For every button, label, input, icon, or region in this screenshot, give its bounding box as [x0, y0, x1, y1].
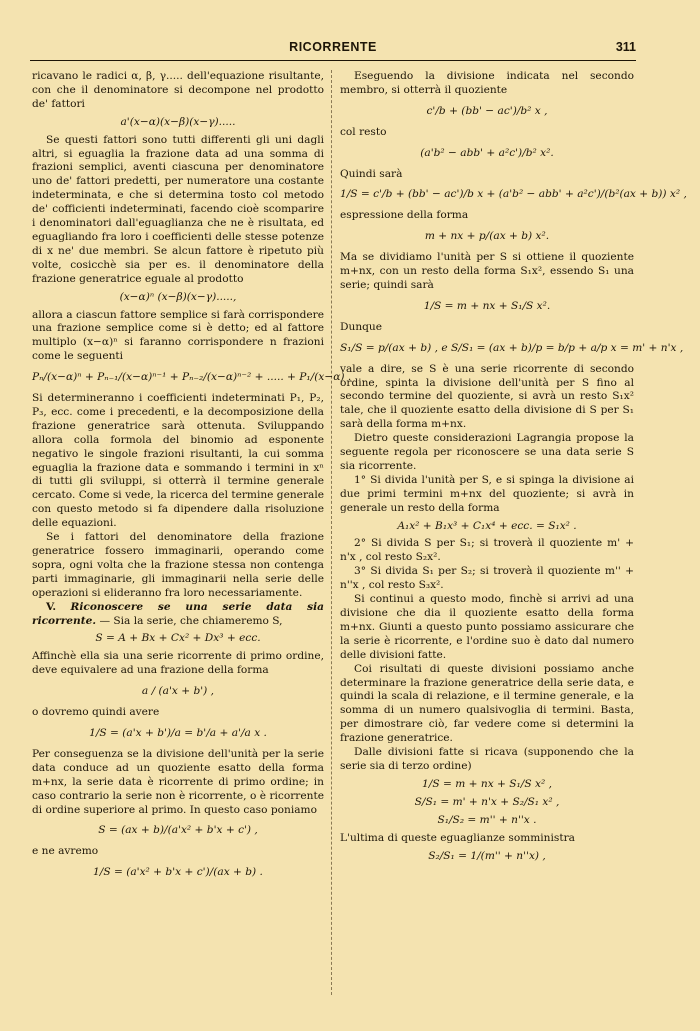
equation: a'(x−α)(x−β)(x−γ)..... [120, 115, 236, 128]
paragraph: Per conseguenza se la divisione dell'unità per la serie data conduce ad un quoziente esatto della forma m+nx, la serie data è ricorrente di primo ordine; in caso contrario la serie non è ricorrente, o è ricorrente di ordine superiore al primo. In questo caso poniamo [32, 747, 324, 816]
paragraph: e ne avremo [32, 845, 99, 858]
equation: 1/S = m + nx + S₁/S x² , [422, 777, 552, 790]
paragraph: o dovremo quindi avere [32, 706, 160, 719]
paragraph: espressione della forma [340, 209, 469, 222]
equation: S₂/S₁ = 1/(m'' + n''x) , [428, 849, 546, 862]
left-column [32, 70, 352, 1000]
paragraph: Ma se dividiamo l'unità per S si ottiene il quoziente m+nx, con un resto della forma S₁x², essendo S₁ una serie; quindi sarà [340, 251, 634, 291]
paragraph: allora a ciascun fattore semplice si farà corrispondere una frazione semplice come si è detto; ed al fattore multiplo (x−α)ⁿ si faranno corrispondere n frazioni come le seguenti [32, 308, 324, 363]
equation: A₁x² + B₁x³ + C₁x⁴ + ecc. = S₁x² . [397, 519, 577, 532]
equation: S₁/S = p/(ax + b) , e S/S₁ = (ax + b)/p = b/p + a/p x = m' + n'x , [340, 341, 684, 354]
paragraph: L'ultima di queste eguaglianze somministra [340, 831, 575, 844]
paragraph: Coi risultati di queste divisioni possiamo anche determinare la frazione generatrice della serie data, e quindi la scala di relazione, e il termine generale, e la somma di un numero qualsivoglia di termini. Basta, per dimostrare ciò, far vedere come si determini la frazione generatrice. [340, 662, 634, 745]
equation: (a'b² − abb' + a²c')/b² x². [420, 146, 554, 159]
paragraph: Dunque [340, 320, 383, 333]
equation: Pₙ/(x−α)ⁿ + Pₙ₋₁/(x−α)ⁿ⁻¹ + Pₙ₋₂/(x−α)ⁿ⁻² + ..... + P₁/(x−α) . [32, 371, 352, 384]
paragraph: Dietro queste considerazioni Lagrangia propose la seguente regola per riconoscere se una data serie S sia ricorrente. [340, 432, 634, 472]
paragraph: Eseguendo la divisione indicata nel secondo membro, si otterrà il quoziente [340, 70, 634, 96]
paragraph: 2° Si divida S per S₁; si troverà il quoziente m' + n'x , col resto S₂x². [340, 537, 634, 564]
paragraph: Se i fattori del denominatore della frazione generatrice fossero immaginarii, operando come sopra, ogni volta che la frazione stessa non contenga parti immaginarie, gli immaginarii nella serie delle operazioni si elideranno fra loro necessariamente. [32, 531, 324, 599]
paragraph: Dalle divisioni fatte si ricava (supponendo che la serie sia di terzo ordine) [340, 746, 634, 772]
equation: S₁/S₂ = m'' + n''x . [437, 813, 537, 826]
equation: 1/S = m + nx + S₁/S x². [423, 299, 551, 312]
equation: 1/S = (a'x + b')/a = b'/a + a'/a x . [89, 726, 267, 739]
paragraph: 1° Si divida l'unità per S, e si spinga la divisione ai due primi termini m+nx del quoziente; si avrà in generale un resto della forma [340, 473, 634, 514]
equation: S/S₁ = m' + n'x + S₂/S₁ x² , [414, 795, 560, 808]
paragraph: Si continui a questo modo, finchè si arrivi ad una divisione che dia il quoziente esatto della forma m+nx. Giunti a questo punto possiamo assicurare che la serie è ricorrente, e l'ordine suo è dato dal numero delle divisioni fatte. [340, 593, 634, 661]
equation: c'/b + (bb' − ac')/b² x , [426, 104, 548, 117]
section-heading [32, 601, 324, 629]
section-title: Riconoscere se una serie data sia ricorrente. [32, 600, 325, 627]
paragraph: vale a dire, se S è una serie ricorrente di secondo ordine, spinta la divisione dell'unità per S fino al secondo termine del quoziente, si avrà un resto S₁x² tale, che il quoziente esatto della divisione di S per S₁ sarà della forma m+nx. [340, 362, 634, 431]
paragraph: Si determineranno i coefficienti indeterminati P₁, P₂, P₃, ecc. come i precedenti, e la decomposizione della frazione generatrice sarà ottenuta. Sviluppando allora colla formola del binomio ad esponente negativo le singole frazioni risultanti, la cui somma eguaglia la frazione data e sommando i termini in xⁿ di tutti gli sviluppi, si otterrà il termine generale cercato. Come si vede, la ricerca del termine generale con questo metodo si fa dipendere dalla risoluzione delle equazioni. [32, 392, 324, 530]
equation: a / (a'x + b') , [141, 685, 215, 698]
right-column [340, 70, 687, 1000]
paragraph: Quindi sarà [340, 167, 403, 180]
page-number: 311 [615, 40, 636, 54]
paragraph: 3° Si divida S₁ per S₂; si troverà il quoziente m'' + n''x , col resto S₃x². [340, 565, 634, 592]
paragraph: Se questi fattori sono tutti differenti gli uni dagli altri, si eguaglia la frazione data ad una somma di frazioni semplici, aventi ciascuna per denominatore uno de' fattori predetti, per numeratore una costante indeterminata, e che si determina tosto col metodo de' cofficienti indeterminati, facendo cioè scomparire i denominatori dall'eguaglianza che ne è risultata, ed eguagliando fra loro i coefficienti delle stesse potenze di x ne' due membri. Se alcun fattore è ripetuto più volte, cosicchè sia per es. il denominatore della frazione generatrice eguale al prodotto [32, 133, 324, 285]
equation: S = A + Bx + Cx² + Dx³ + ecc. [95, 632, 261, 645]
header-title: RICORRENTE [289, 40, 377, 54]
running-header [30, 38, 636, 61]
equation: 1/S = (a'x² + b'x + c')/(ax + b) . [93, 866, 263, 879]
paragraph: ricavano le radici α, β, γ..... dell'equazione risultante, con che il denominatore si decompone nel prodotto de' fattori [32, 70, 324, 110]
equation: S = (ax + b)/(a'x² + b'x + c') , [98, 824, 258, 837]
paragraph: col resto [340, 125, 387, 138]
equation: (x−α)ⁿ (x−β)(x−γ)....., [119, 290, 237, 303]
paragraph: Affinchè ella sia una serie ricorrente di primo ordine, deve equivalere ad una frazione della forma [32, 650, 324, 677]
equation: m + nx + p/(ax + b) x². [424, 230, 550, 243]
equation: 1/S = c'/b + (bb' − ac')/b x + (a'b² − abb' + a²c')/(b²(ax + b)) x² , [340, 188, 687, 201]
column-divider [331, 70, 332, 995]
section-text: — Sia la serie, che chiameremo S, [99, 614, 283, 627]
section-number: V. [46, 600, 57, 613]
